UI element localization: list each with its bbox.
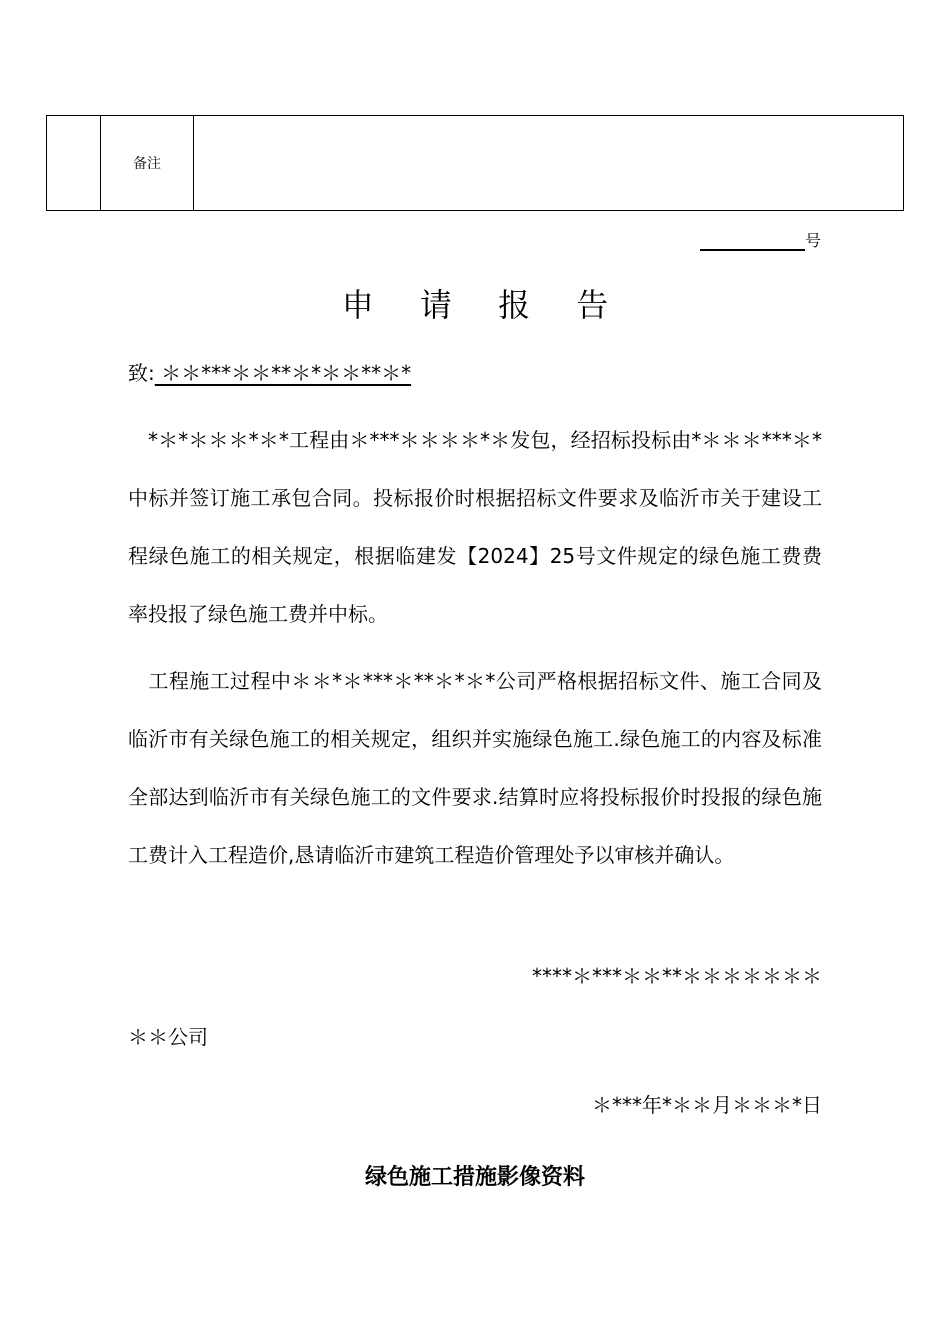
- paragraph-2-text: 工程施工过程中＊＊*＊***＊**＊*＊*公司严格根据招标文件、施工合同及临沂市有关绿色施工的相关规定，组织并实施绿色施工.绿色施工的内容及标准全部达到临沂市有关绿色施工的文件要求.结算时应将投标报价时投报的绿色施工费计入工程造价,恳请临沂市建筑工程造价管理处予以审核并确认。: [128, 669, 822, 867]
- paragraph-1: [128, 411, 822, 643]
- signature-company-line2: ＊＊公司: [128, 1025, 208, 1049]
- document-number-blank: [700, 229, 805, 251]
- document-number: [700, 228, 821, 251]
- addressee-recipient: ＊＊***＊＊**＊*＊＊**＊*: [154, 361, 412, 385]
- addressee-prefix: 致:: [128, 361, 155, 385]
- addressee-line: [128, 357, 411, 386]
- signature-company-line1: ****＊***＊＊**＊＊＊＊＊＊＊: [532, 964, 822, 988]
- signature-date: ＊***年*＊＊月＊＊＊*日: [592, 1093, 822, 1117]
- section-title: 绿色施工措施影像资料: [364, 1165, 585, 1190]
- remarks-content-cell: [194, 116, 904, 211]
- report-title: 申 请 报 告: [341, 286, 627, 324]
- paragraph-2: [128, 652, 822, 884]
- paragraph-1-text: *＊*＊＊＊*＊*工程由＊***＊＊＊＊*＊发包，经招标投标由*＊＊＊***＊*中标并签订施工承包合同。投标报价时根据招标文件要求及临沂市关于建设工程绿色施工的相关规定，根据临建发【2024】25号文件规定的绿色施工费费率投报了绿色施工费并中标。: [128, 428, 822, 626]
- remarks-empty-cell: [47, 116, 101, 211]
- remarks-table: [46, 115, 904, 211]
- remarks-label: 备注: [101, 116, 194, 211]
- document-number-suffix: 号: [805, 231, 822, 250]
